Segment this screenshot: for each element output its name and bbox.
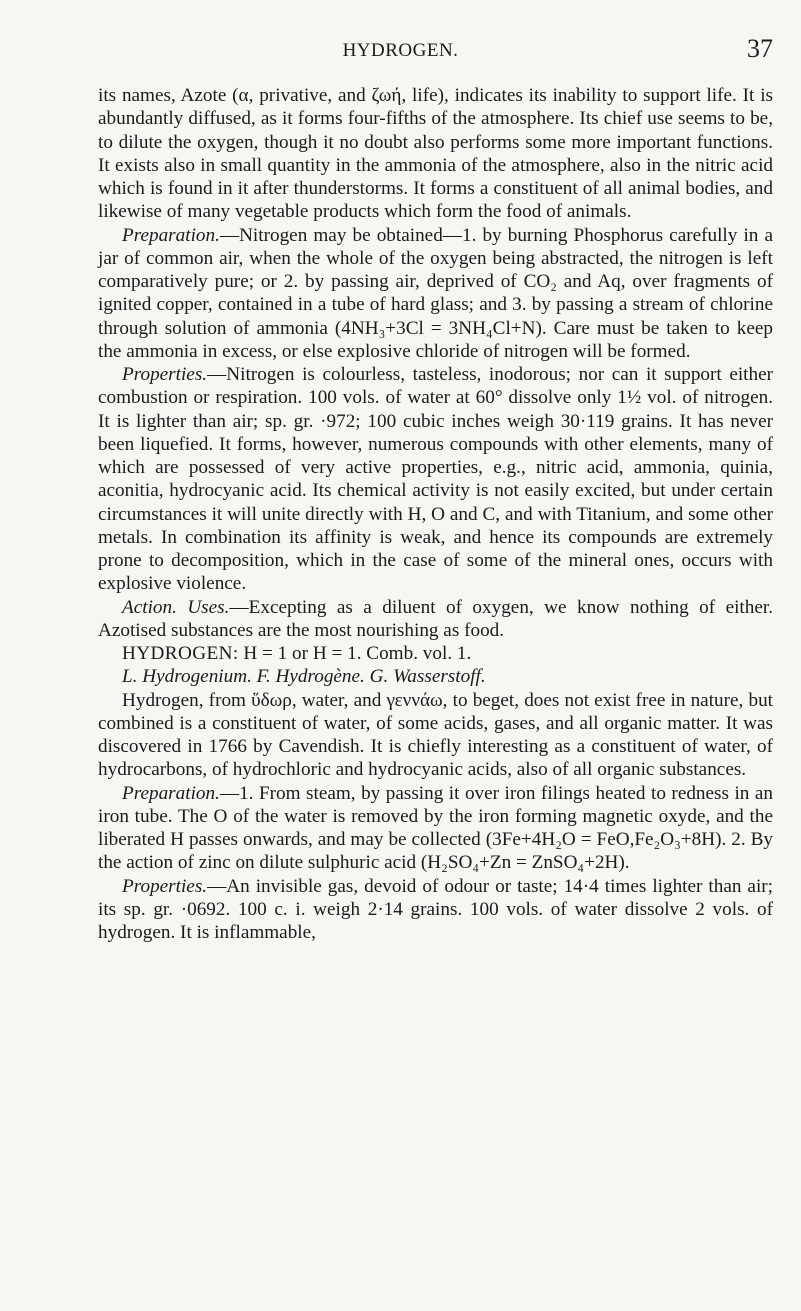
paragraph-text: H = 1 or H = 1. Comb. vol. 1. bbox=[238, 643, 472, 664]
hydrogen-names-line bbox=[98, 665, 773, 688]
section-heading: HYDROGEN: bbox=[122, 643, 239, 664]
running-head bbox=[0, 36, 801, 76]
paragraph-heading: Properties. bbox=[122, 875, 208, 897]
paragraph-hydrogen-preparation bbox=[98, 782, 773, 875]
paragraph-text: —Excepting as a diluent of oxygen, we know nothing of either. Azotised substances are the most nourishing as food. bbox=[98, 596, 773, 641]
paragraph-nitrogen-action bbox=[98, 596, 773, 643]
paragraph-text: —Nitrogen may be obtained—1. by burning Phosphorus carefully in a jar of common air, when the whole of the oxygen being abstracted, the nitrogen is left comparatively pure; or 2. by passing air, deprived of CO₂ and Aq, over fragments of ignited copper, contained in a tube of hard glass; and 3. by passing a stream of chlorine through solution of ammonia (4NH₃+3Cl = 3NH₄Cl+N). Care must be taken to keep the ammonia in excess, or else explosive chloride of nitrogen will be formed. bbox=[98, 224, 773, 362]
paragraph-text: L. Hydrogenium. F. Hydrogène. G. Wasserstoff. bbox=[122, 666, 486, 688]
paragraph-heading: Preparation. bbox=[122, 224, 220, 246]
paragraph-text: —An invisible gas, devoid of odour or taste; 14·4 times lighter than air; its sp. gr. ·0692. 100 c. i. weigh 2·14 grains. 100 vols. of water dissolve 2 vols. of hydrogen. It is inflammable, bbox=[98, 875, 773, 943]
paragraph-hydrogen-properties bbox=[98, 875, 773, 945]
paragraph-heading: Preparation. bbox=[122, 782, 220, 804]
paragraph-heading: Action. Uses. bbox=[122, 596, 230, 618]
paragraph-heading: Properties. bbox=[122, 364, 208, 385]
section-heading-hydrogen bbox=[98, 642, 773, 665]
paragraph-text: its names, Azote (α, privative, and ζωή, life), indicates its inability to support life. It is abundantly diffused, as it forms four-fifths of the atmosphere. Its chief use seems to be, to dilute the oxygen, though it no doubt also performs some more important functions. It exists also in small quantity in the ammonia of the atmosphere, also in the nitric acid which is found in it after thunderstorms. It forms a constituent of all animal bodies, and likewise of many vegetable products which form the food of animals. bbox=[98, 85, 773, 223]
paragraph-hydrogen-intro bbox=[98, 689, 773, 782]
page-number: 37 bbox=[747, 34, 773, 63]
running-title: HYDROGEN. bbox=[342, 40, 459, 61]
paragraph-text: —1. From steam, by passing it over iron filings heated to redness in an iron tube. The O of the water is removed by the iron forming magnetic oxyde, and the liberated H passes onwards, and may be collected (3Fe+4H₂O = FeO,Fe₂O₃+8H). 2. By the action of zinc on dilute sulphuric acid (H₂SO₄+Zn = ZnSO₄+2H). bbox=[98, 782, 773, 874]
paragraph-nitrogen-names bbox=[98, 84, 773, 224]
body-text bbox=[98, 84, 773, 944]
paragraph-nitrogen-properties bbox=[98, 363, 773, 596]
paragraph-text: —Nitrogen is colourless, tasteless, inodorous; nor can it support either combustion or respiration. 100 vols. of water at 60° dissolve only 1½ vol. of nitrogen. It is lighter than air; sp. gr. ·972; 100 cubic inches weigh 30·119 grains. It has never been liquefied. It forms, however, numerous compounds with other elements, many of which are possessed of very active properties, e.g., nitric acid, ammonia, quinia, aconitia, hydrocyanic acid. Its chemical activity is not easily excited, but under certain circumstances it will unite directly with H, O and C, and with Titanium, and some other metals. In combination its affinity is weak, and hence its compounds are extremely prone to decomposition, which in the case of some of the mineral ones, occurs with explosive violence. bbox=[98, 364, 773, 595]
paragraph-nitrogen-preparation bbox=[98, 224, 773, 364]
paragraph-text: Hydrogen, from ὕδωρ, water, and γεννάω, to beget, does not exist free in nature, but combined is a constituent of water, of some acids, gases, and all organic matter. It was discovered in 1766 by Cavendish. It is chiefly interesting as a constituent of water, of hydrocarbons, of hydrochloric and hydrocyanic acids, also of all organic substances. bbox=[98, 689, 773, 781]
